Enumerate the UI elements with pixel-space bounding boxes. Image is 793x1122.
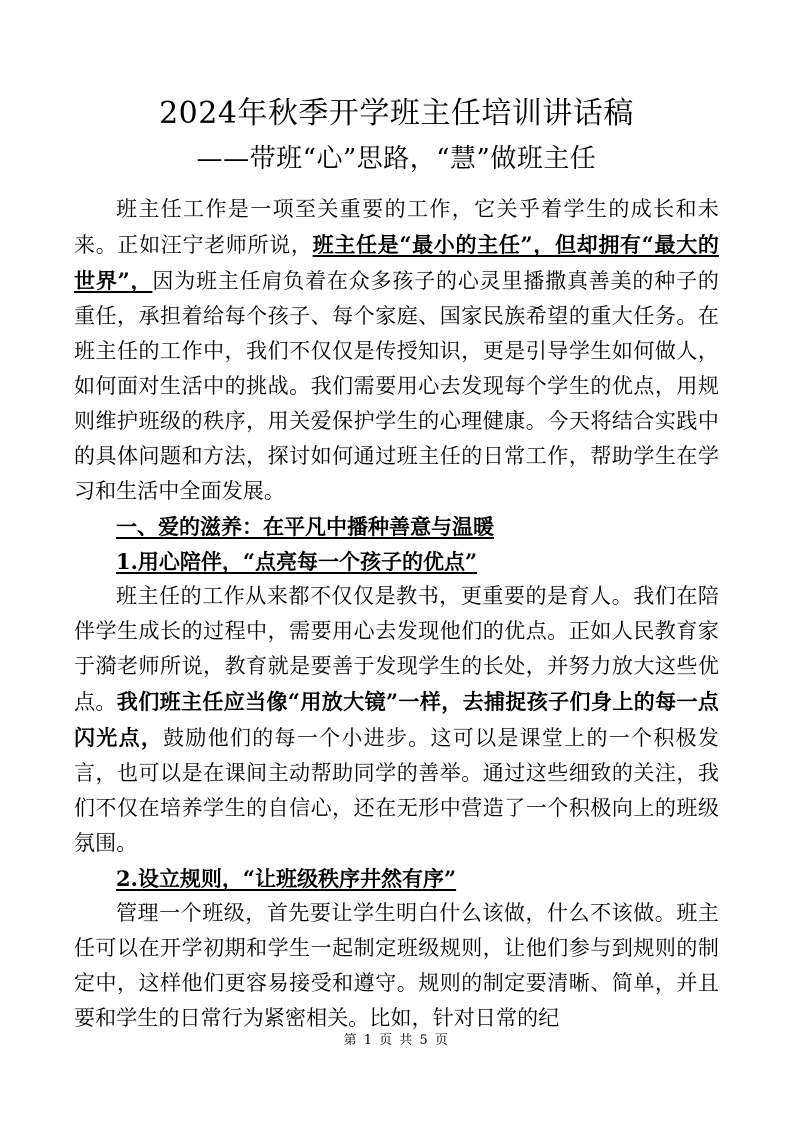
page-title: 2024年秋季开学班主任培训讲话稿 bbox=[159, 96, 634, 131]
section-heading bbox=[74, 509, 719, 544]
body-paragraph bbox=[74, 896, 719, 1036]
body-text: 因为班主任肩负着在众多孩子的心灵里播撒真善美的种子的重任，承担着给每个孩子、每个家庭、国家民族希望的重大任务。在班主任的工作中，我们不仅仅是传授知识，更是引导学生如何做人，如何面对生活中的挑战。我们需要用心去发现每个学生的优点，用规则维护班级的秩序，用关爱保护学生的心理健康。今天将结合实践中的具体问题和方法，探讨如何通过班主任的日常工作，帮助学生在学习和生活中全面发展。 bbox=[74, 269, 719, 503]
body-text: 管理一个班级，首先要让学生明白什么该做，什么不该做。班主任可以在开学初期和学生一起制定班级规则，让他们参与到规则的制定中，这样他们更容易接受和遵守。规则的制定要清晰、简单，并且要和学生的日常行为紧密相关。比如，针对日常的纪 bbox=[74, 901, 719, 1030]
body-text: 班主任工作是一项至关重要的工作，它关乎着学生的成长和未来。正如汪宁老师所说， bbox=[74, 197, 719, 257]
document-blocks bbox=[74, 192, 719, 1036]
section-heading-label: 1.用心陪伴，“点亮每一个孩子的优点” bbox=[116, 549, 478, 574]
emphasis-bold-underline-text: 班主任是“最小的主任”，但却拥有“最大的世界”， bbox=[74, 232, 719, 293]
body-text: 班主任的工作从来都不仅仅是教书，更重要的是育人。我们在陪伴学生成长的过程中，需要用心去发现他们的优点。正如人民教育家于漪老师所说，教育就是要善于发现学生的长处，并努力放大这些优点。 bbox=[74, 584, 719, 714]
body-text: 鼓励他们的每一个小进步。这可以是课堂上的一个积极发言，也可以是在课间主动帮助同学的善举。通过这些细致的关注，我们不仅在培养学生的自信心，还在无形中营造了一个积极向上的班级氛围。 bbox=[74, 726, 720, 855]
section-heading-label: 一、爱的滋养：在平凡中播种善意与温暖 bbox=[116, 514, 494, 539]
section-heading bbox=[74, 861, 719, 896]
section-heading bbox=[74, 544, 719, 579]
body-paragraph bbox=[74, 192, 719, 509]
emphasis-bold-text: 我们班主任应当像“用放大镜”一样，去捕捉孩子们身上的每一点闪光点， bbox=[74, 689, 720, 750]
section-heading-label: 2.设立规则，“让班级秩序井然有序” bbox=[116, 866, 457, 891]
page-footer: 第 1 页 共 5 页 bbox=[343, 1033, 450, 1048]
page-subtitle: ——带班“心”思路，“慧”做班主任 bbox=[196, 144, 597, 174]
document-body bbox=[74, 92, 719, 1036]
body-paragraph bbox=[74, 579, 719, 861]
